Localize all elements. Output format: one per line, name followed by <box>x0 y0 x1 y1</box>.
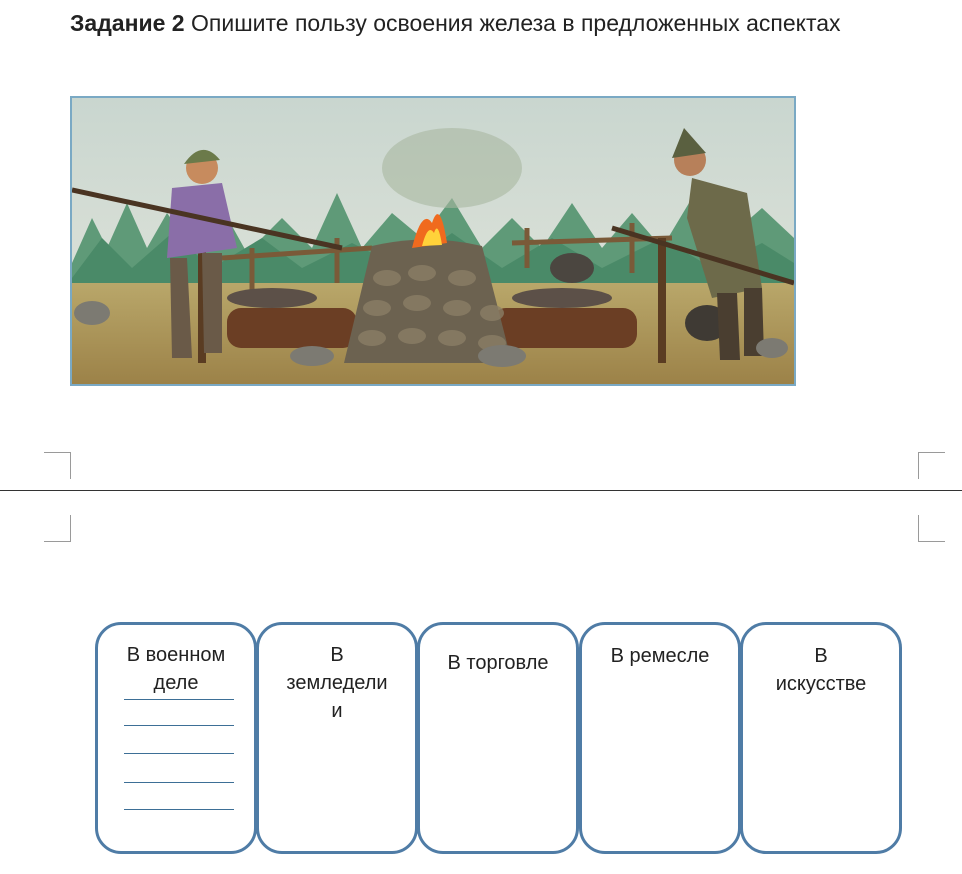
answer-line[interactable] <box>124 753 234 754</box>
answer-line[interactable] <box>124 809 234 810</box>
page-break-divider <box>0 490 962 491</box>
aspect-label: В военном деле <box>126 644 226 694</box>
task-text: Опишите пользу освоения железа в предложенных аспектах <box>191 10 841 36</box>
aspect-label: В ремесле <box>610 645 710 667</box>
page-corner-mark <box>44 452 71 479</box>
aspect-box-agriculture[interactable] <box>256 622 418 854</box>
page-corner-mark <box>44 515 71 542</box>
aspect-label: В искусстве <box>775 645 867 695</box>
aspect-box-craft[interactable] <box>579 622 741 854</box>
clay-pot <box>550 253 594 283</box>
aspect-box-trade[interactable] <box>417 622 579 854</box>
aspect-box-military[interactable] <box>95 622 257 854</box>
smoke <box>382 128 522 208</box>
page-corner-mark <box>918 452 945 479</box>
aspect-box-art[interactable] <box>740 622 902 854</box>
ironworking-illustration <box>70 96 796 386</box>
answer-line[interactable] <box>124 725 234 726</box>
task-number: Задание 2 <box>70 10 185 36</box>
aspect-label: В торговле <box>447 652 549 674</box>
task-title <box>70 8 870 38</box>
page-corner-mark <box>918 515 945 542</box>
answer-line[interactable] <box>124 699 234 700</box>
illustration-drawing <box>72 98 794 384</box>
aspect-label: В земледели и <box>286 644 388 722</box>
answer-line[interactable] <box>124 782 234 783</box>
